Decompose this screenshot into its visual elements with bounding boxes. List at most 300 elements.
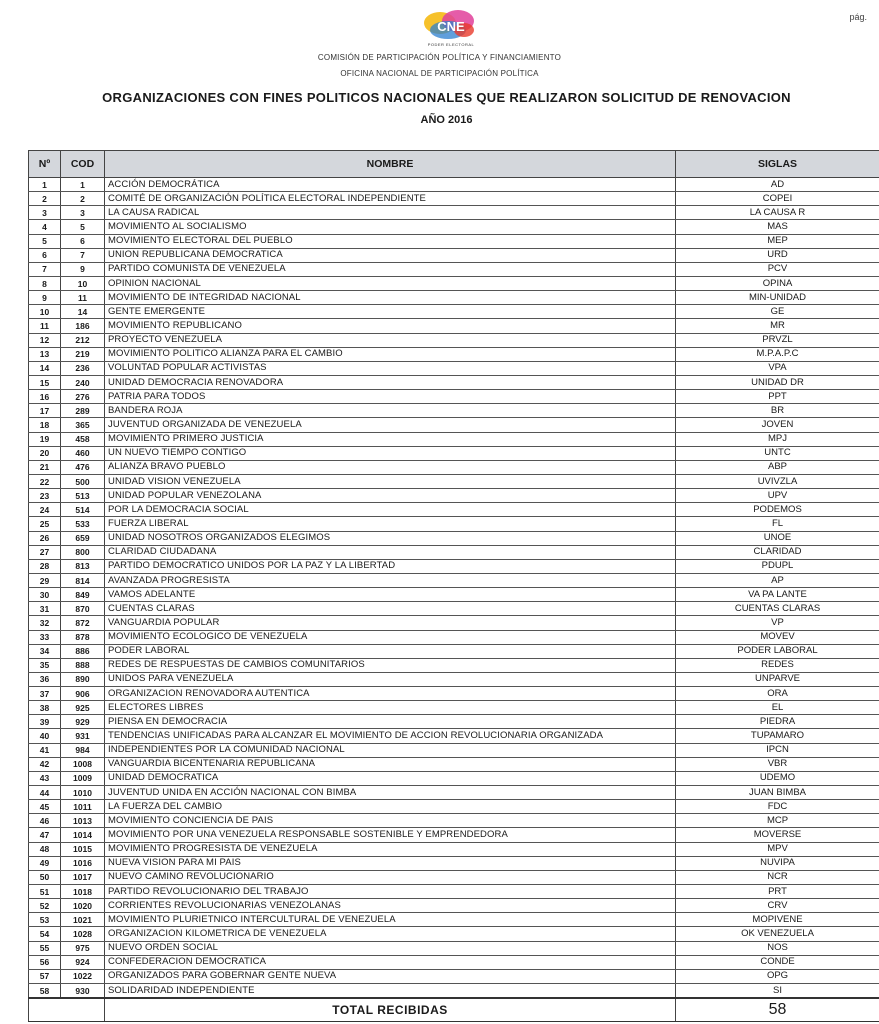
row-cod: 906 [61, 687, 105, 701]
row-number: 40 [29, 729, 61, 743]
row-number: 8 [29, 276, 61, 290]
row-nombre: PIENSA EN DEMOCRACIA [105, 715, 676, 729]
row-nombre: UNIDAD DEMOCRATICA [105, 771, 676, 785]
row-number: 19 [29, 432, 61, 446]
row-siglas: JUAN BIMBA [676, 786, 879, 800]
cne-logo-icon [418, 8, 484, 46]
table-row [29, 969, 879, 983]
row-cod: 886 [61, 644, 105, 658]
row-nombre: UNION REPUBLICANA DEMOCRATICA [105, 248, 676, 262]
row-nombre: PATRIA PARA TODOS [105, 390, 676, 404]
row-siglas: PDUPL [676, 559, 879, 573]
row-number: 6 [29, 248, 61, 262]
row-number: 18 [29, 418, 61, 432]
row-siglas: BR [676, 404, 879, 418]
table-row [29, 913, 879, 927]
row-nombre: UNIDAD DEMOCRACIA RENOVADORA [105, 375, 676, 389]
row-cod: 365 [61, 418, 105, 432]
row-nombre: CORRIENTES REVOLUCIONARIAS VENEZOLANAS [105, 899, 676, 913]
table-row [29, 701, 879, 715]
table-row [29, 687, 879, 701]
table-row [29, 291, 879, 305]
table-row [29, 588, 879, 602]
row-nombre: NUEVO CAMINO REVOLUCIONARIO [105, 870, 676, 884]
row-number: 57 [29, 969, 61, 983]
row-number: 35 [29, 658, 61, 672]
table-row [29, 178, 879, 192]
table-row [29, 248, 879, 262]
row-cod: 1017 [61, 870, 105, 884]
row-cod: 500 [61, 474, 105, 488]
row-cod: 9 [61, 262, 105, 276]
table-row [29, 870, 879, 884]
row-nombre: NUEVO ORDEN SOCIAL [105, 941, 676, 955]
row-number: 4 [29, 220, 61, 234]
row-siglas: CRV [676, 899, 879, 913]
row-number: 47 [29, 828, 61, 842]
row-nombre: UN NUEVO TIEMPO CONTIGO [105, 446, 676, 460]
row-nombre: UNIDAD VISION VENEZUELA [105, 474, 676, 488]
row-nombre: CUENTAS CLARAS [105, 602, 676, 616]
table-row [29, 672, 879, 686]
row-siglas: CLARIDAD [676, 545, 879, 559]
column-header-nombre: NOMBRE [105, 151, 676, 178]
row-nombre: GENTE EMERGENTE [105, 305, 676, 319]
row-number: 51 [29, 885, 61, 899]
commission-name: COMISIÓN DE PARTICIPACIÓN POLÍTICA Y FINANCIAMIENTO [317, 53, 562, 62]
table-row [29, 729, 879, 743]
row-number: 10 [29, 305, 61, 319]
table-row [29, 333, 879, 347]
column-header-cod: COD [61, 151, 105, 178]
row-siglas: UVIVZLA [676, 474, 879, 488]
table-row [29, 503, 879, 517]
row-number: 31 [29, 602, 61, 616]
row-cod: 870 [61, 602, 105, 616]
row-number: 3 [29, 206, 61, 220]
row-siglas: EL [676, 701, 879, 715]
table-row [29, 361, 879, 375]
row-siglas: GE [676, 305, 879, 319]
row-siglas: NOS [676, 941, 879, 955]
row-siglas: SI [676, 984, 879, 999]
row-cod: 212 [61, 333, 105, 347]
row-nombre: ELECTORES LIBRES [105, 701, 676, 715]
row-cod: 878 [61, 630, 105, 644]
row-number: 56 [29, 955, 61, 969]
table-row [29, 743, 879, 757]
row-cod: 513 [61, 489, 105, 503]
row-siglas: MR [676, 319, 879, 333]
table-row [29, 955, 879, 969]
row-cod: 533 [61, 517, 105, 531]
row-number: 42 [29, 757, 61, 771]
row-cod: 1022 [61, 969, 105, 983]
row-cod: 6 [61, 234, 105, 248]
row-siglas: CUENTAS CLARAS [676, 602, 879, 616]
row-number: 48 [29, 842, 61, 856]
row-cod: 888 [61, 658, 105, 672]
table-row [29, 842, 879, 856]
row-siglas: PODEMOS [676, 503, 879, 517]
row-nombre: VOLUNTAD POPULAR ACTIVISTAS [105, 361, 676, 375]
row-nombre: PARTIDO DEMOCRATICO UNIDOS POR LA PAZ Y LA LIBERTAD [105, 559, 676, 573]
row-number: 54 [29, 927, 61, 941]
table-row [29, 856, 879, 870]
row-nombre: MOVIMIENTO PLURIETNICO INTERCULTURAL DE VENEZUELA [105, 913, 676, 927]
row-siglas: VPA [676, 361, 879, 375]
row-siglas: MPV [676, 842, 879, 856]
row-nombre: NUEVA VISION PARA MI PAIS [105, 856, 676, 870]
column-header-number: Nº [29, 151, 61, 178]
row-number: 15 [29, 375, 61, 389]
row-nombre: VAMOS ADELANTE [105, 588, 676, 602]
table-row [29, 206, 879, 220]
row-number: 1 [29, 178, 61, 192]
row-cod: 1009 [61, 771, 105, 785]
row-number: 55 [29, 941, 61, 955]
table-row [29, 319, 879, 333]
row-nombre: REDES DE RESPUESTAS DE CAMBIOS COMUNITARIOS [105, 658, 676, 672]
row-nombre: PARTIDO COMUNISTA DE VENEZUELA [105, 262, 676, 276]
row-number: 50 [29, 870, 61, 884]
row-siglas: VA PA LANTE [676, 588, 879, 602]
row-siglas: MAS [676, 220, 879, 234]
row-siglas: UNPARVE [676, 672, 879, 686]
row-siglas: COPEI [676, 192, 879, 206]
row-siglas: MCP [676, 814, 879, 828]
row-siglas: PIEDRA [676, 715, 879, 729]
table-row [29, 432, 879, 446]
row-nombre: PODER LABORAL [105, 644, 676, 658]
row-number: 11 [29, 319, 61, 333]
row-number: 45 [29, 800, 61, 814]
table-row [29, 404, 879, 418]
row-number: 22 [29, 474, 61, 488]
row-cod: 931 [61, 729, 105, 743]
row-siglas: IPCN [676, 743, 879, 757]
row-siglas: TUPAMARO [676, 729, 879, 743]
table-row [29, 220, 879, 234]
table-row [29, 390, 879, 404]
row-nombre: CLARIDAD CIUDADANA [105, 545, 676, 559]
row-siglas: MPJ [676, 432, 879, 446]
row-nombre: INDEPENDIENTES POR LA COMUNIDAD NACIONAL [105, 743, 676, 757]
row-siglas: M.P.A.P.C [676, 347, 879, 361]
row-nombre: MOVIMIENTO CONCIENCIA DE PAIS [105, 814, 676, 828]
row-number: 2 [29, 192, 61, 206]
row-siglas: PPT [676, 390, 879, 404]
row-number: 43 [29, 771, 61, 785]
table-row [29, 234, 879, 248]
row-nombre: LA FUERZA DEL CAMBIO [105, 800, 676, 814]
table-row [29, 347, 879, 361]
table-row [29, 757, 879, 771]
row-cod: 219 [61, 347, 105, 361]
table-row [29, 630, 879, 644]
row-cod: 276 [61, 390, 105, 404]
svg-text:CNE: CNE [437, 19, 465, 34]
row-number: 20 [29, 446, 61, 460]
row-number: 25 [29, 517, 61, 531]
table-row [29, 899, 879, 913]
row-cod: 984 [61, 743, 105, 757]
row-cod: 1028 [61, 927, 105, 941]
row-nombre: SOLIDARIDAD INDEPENDIENTE [105, 984, 676, 999]
row-siglas: LA CAUSA R [676, 206, 879, 220]
row-number: 36 [29, 672, 61, 686]
row-cod: 5 [61, 220, 105, 234]
row-siglas: UDEMO [676, 771, 879, 785]
table-row [29, 828, 879, 842]
row-number: 34 [29, 644, 61, 658]
total-value: 58 [676, 998, 879, 1022]
row-siglas: MIN-UNIDAD [676, 291, 879, 305]
row-nombre: UNIDAD NOSOTROS ORGANIZADOS ELEGIMOS [105, 531, 676, 545]
row-cod: 800 [61, 545, 105, 559]
row-nombre: JUVENTUD UNIDA EN ACCIÓN NACIONAL CON BIMBA [105, 786, 676, 800]
row-siglas: OPG [676, 969, 879, 983]
row-siglas: PRVZL [676, 333, 879, 347]
page-year: AÑO 2016 [420, 114, 473, 126]
row-number: 17 [29, 404, 61, 418]
row-cod: 1021 [61, 913, 105, 927]
row-cod: 814 [61, 573, 105, 587]
row-cod: 514 [61, 503, 105, 517]
row-cod: 240 [61, 375, 105, 389]
row-number: 53 [29, 913, 61, 927]
row-nombre: POR LA DEMOCRACIA SOCIAL [105, 503, 676, 517]
row-siglas: FDC [676, 800, 879, 814]
row-number: 52 [29, 899, 61, 913]
row-cod: 1015 [61, 842, 105, 856]
table-row [29, 800, 879, 814]
row-number: 33 [29, 630, 61, 644]
row-number: 39 [29, 715, 61, 729]
table-row [29, 559, 879, 573]
table-row [29, 616, 879, 630]
row-cod: 476 [61, 460, 105, 474]
row-cod: 849 [61, 588, 105, 602]
row-cod: 10 [61, 276, 105, 290]
row-nombre: ALIANZA BRAVO PUEBLO [105, 460, 676, 474]
row-number: 12 [29, 333, 61, 347]
row-cod: 7 [61, 248, 105, 262]
row-siglas: URD [676, 248, 879, 262]
logo-subtitle: PODER ELECTORAL [427, 42, 475, 47]
table-row [29, 941, 879, 955]
row-nombre: MOVIMIENTO AL SOCIALISMO [105, 220, 676, 234]
row-siglas: OPINA [676, 276, 879, 290]
row-number: 24 [29, 503, 61, 517]
row-nombre: AVANZADA PROGRESISTA [105, 573, 676, 587]
row-nombre: LA CAUSA RADICAL [105, 206, 676, 220]
row-siglas: UNOE [676, 531, 879, 545]
row-nombre: UNIDOS PARA VENEZUELA [105, 672, 676, 686]
row-siglas: CONDE [676, 955, 879, 969]
row-siglas: AP [676, 573, 879, 587]
row-nombre: MOVIMIENTO POLITICO ALIANZA PARA EL CAMBIO [105, 347, 676, 361]
row-cod: 3 [61, 206, 105, 220]
row-siglas: MOPIVENE [676, 913, 879, 927]
table-row [29, 786, 879, 800]
row-siglas: PRT [676, 885, 879, 899]
row-number: 58 [29, 984, 61, 999]
row-cod: 1011 [61, 800, 105, 814]
row-cod: 14 [61, 305, 105, 319]
row-nombre: PROYECTO VENEZUELA [105, 333, 676, 347]
table-row [29, 192, 879, 206]
row-number: 44 [29, 786, 61, 800]
row-nombre: ACCIÓN DEMOCRÁTICA [105, 178, 676, 192]
row-number: 38 [29, 701, 61, 715]
table-row [29, 644, 879, 658]
row-number: 32 [29, 616, 61, 630]
row-cod: 236 [61, 361, 105, 375]
row-nombre: COMITÉ DE ORGANIZACIÓN POLÍTICA ELECTORAL INDEPENDIENTE [105, 192, 676, 206]
row-cod: 659 [61, 531, 105, 545]
table-row [29, 573, 879, 587]
row-cod: 289 [61, 404, 105, 418]
row-nombre: JUVENTUD ORGANIZADA DE VENEZUELA [105, 418, 676, 432]
row-number: 28 [29, 559, 61, 573]
row-nombre: MOVIMIENTO POR UNA VENEZUELA RESPONSABLE SOSTENIBLE Y EMPRENDEDORA [105, 828, 676, 842]
table-row [29, 418, 879, 432]
table-row [29, 984, 879, 999]
row-number: 49 [29, 856, 61, 870]
row-siglas: OK VENEZUELA [676, 927, 879, 941]
table-row [29, 715, 879, 729]
row-number: 23 [29, 489, 61, 503]
row-cod: 1 [61, 178, 105, 192]
row-cod: 1013 [61, 814, 105, 828]
row-number: 29 [29, 573, 61, 587]
table-row [29, 446, 879, 460]
row-number: 5 [29, 234, 61, 248]
row-cod: 1020 [61, 899, 105, 913]
row-nombre: OPINION NACIONAL [105, 276, 676, 290]
table-row [29, 517, 879, 531]
row-siglas: NCR [676, 870, 879, 884]
total-row [29, 998, 879, 1022]
row-nombre: UNIDAD POPULAR VENEZOLANA [105, 489, 676, 503]
office-name: OFICINA NACIONAL DE PARTICIPACIÓN POLÍTICA [340, 69, 539, 78]
row-nombre: VANGUARDIA POPULAR [105, 616, 676, 630]
table-row [29, 531, 879, 545]
row-siglas: UNTC [676, 446, 879, 460]
row-cod: 925 [61, 701, 105, 715]
row-cod: 11 [61, 291, 105, 305]
row-siglas: MOVERSE [676, 828, 879, 842]
page-title: ORGANIZACIONES CON FINES POLITICOS NACIONALES QUE REALIZARON SOLICITUD DE RENOVACION [102, 90, 791, 105]
row-cod: 813 [61, 559, 105, 573]
row-siglas: VP [676, 616, 879, 630]
row-number: 16 [29, 390, 61, 404]
table-row [29, 545, 879, 559]
table-row [29, 602, 879, 616]
row-nombre: ORGANIZADOS PARA GOBERNAR GENTE NUEVA [105, 969, 676, 983]
total-blank-cell [29, 998, 105, 1022]
table-row [29, 460, 879, 474]
row-nombre: MOVIMIENTO PROGRESISTA DE VENEZUELA [105, 842, 676, 856]
column-header-siglas: SIGLAS [676, 151, 879, 178]
row-number: 41 [29, 743, 61, 757]
table-row [29, 474, 879, 488]
row-nombre: FUERZA LIBERAL [105, 517, 676, 531]
row-number: 14 [29, 361, 61, 375]
row-nombre: CONFEDERACION DEMOCRATICA [105, 955, 676, 969]
table-row [29, 885, 879, 899]
row-cod: 1016 [61, 856, 105, 870]
row-cod: 460 [61, 446, 105, 460]
row-number: 21 [29, 460, 61, 474]
row-cod: 929 [61, 715, 105, 729]
row-siglas: PODER LABORAL [676, 644, 879, 658]
row-cod: 1008 [61, 757, 105, 771]
table-row [29, 375, 879, 389]
row-siglas: AD [676, 178, 879, 192]
table-row [29, 814, 879, 828]
row-cod: 458 [61, 432, 105, 446]
table-row [29, 771, 879, 785]
table-row [29, 927, 879, 941]
row-siglas: VBR [676, 757, 879, 771]
row-number: 26 [29, 531, 61, 545]
row-cod: 930 [61, 984, 105, 999]
table-row [29, 305, 879, 319]
row-siglas: NUVIPA [676, 856, 879, 870]
table-row [29, 658, 879, 672]
table-header-row [29, 151, 879, 178]
row-siglas: UPV [676, 489, 879, 503]
row-nombre: MOVIMIENTO ECOLOGICO DE VENEZUELA [105, 630, 676, 644]
row-siglas: PCV [676, 262, 879, 276]
row-siglas: MEP [676, 234, 879, 248]
row-nombre: ORGANIZACION RENOVADORA AUTENTICA [105, 687, 676, 701]
row-siglas: REDES [676, 658, 879, 672]
row-nombre: TENDENCIAS UNIFICADAS PARA ALCANZAR EL MOVIMIENTO DE ACCION REVOLUCIONARIA ORGANIZADA [105, 729, 676, 743]
row-siglas: ORA [676, 687, 879, 701]
row-number: 7 [29, 262, 61, 276]
row-cod: 186 [61, 319, 105, 333]
table-row [29, 276, 879, 290]
row-nombre: BANDERA ROJA [105, 404, 676, 418]
row-siglas: JOVEN [676, 418, 879, 432]
row-siglas: MOVEV [676, 630, 879, 644]
table-row [29, 489, 879, 503]
row-nombre: MOVIMIENTO DE INTEGRIDAD NACIONAL [105, 291, 676, 305]
row-number: 37 [29, 687, 61, 701]
row-cod: 975 [61, 941, 105, 955]
row-siglas: UNIDAD DR [676, 375, 879, 389]
row-siglas: ABP [676, 460, 879, 474]
row-nombre: ORGANIZACION KILOMETRICA DE VENEZUELA [105, 927, 676, 941]
page-label: pág. [849, 12, 867, 22]
row-nombre: PARTIDO REVOLUCIONARIO DEL TRABAJO [105, 885, 676, 899]
row-cod: 872 [61, 616, 105, 630]
row-number: 30 [29, 588, 61, 602]
row-number: 27 [29, 545, 61, 559]
row-number: 9 [29, 291, 61, 305]
row-cod: 2 [61, 192, 105, 206]
row-cod: 1018 [61, 885, 105, 899]
row-cod: 890 [61, 672, 105, 686]
row-nombre: MOVIMIENTO PRIMERO JUSTICIA [105, 432, 676, 446]
table-row [29, 262, 879, 276]
row-cod: 1014 [61, 828, 105, 842]
row-nombre: VANGUARDIA BICENTENARIA REPUBLICANA [105, 757, 676, 771]
row-number: 13 [29, 347, 61, 361]
